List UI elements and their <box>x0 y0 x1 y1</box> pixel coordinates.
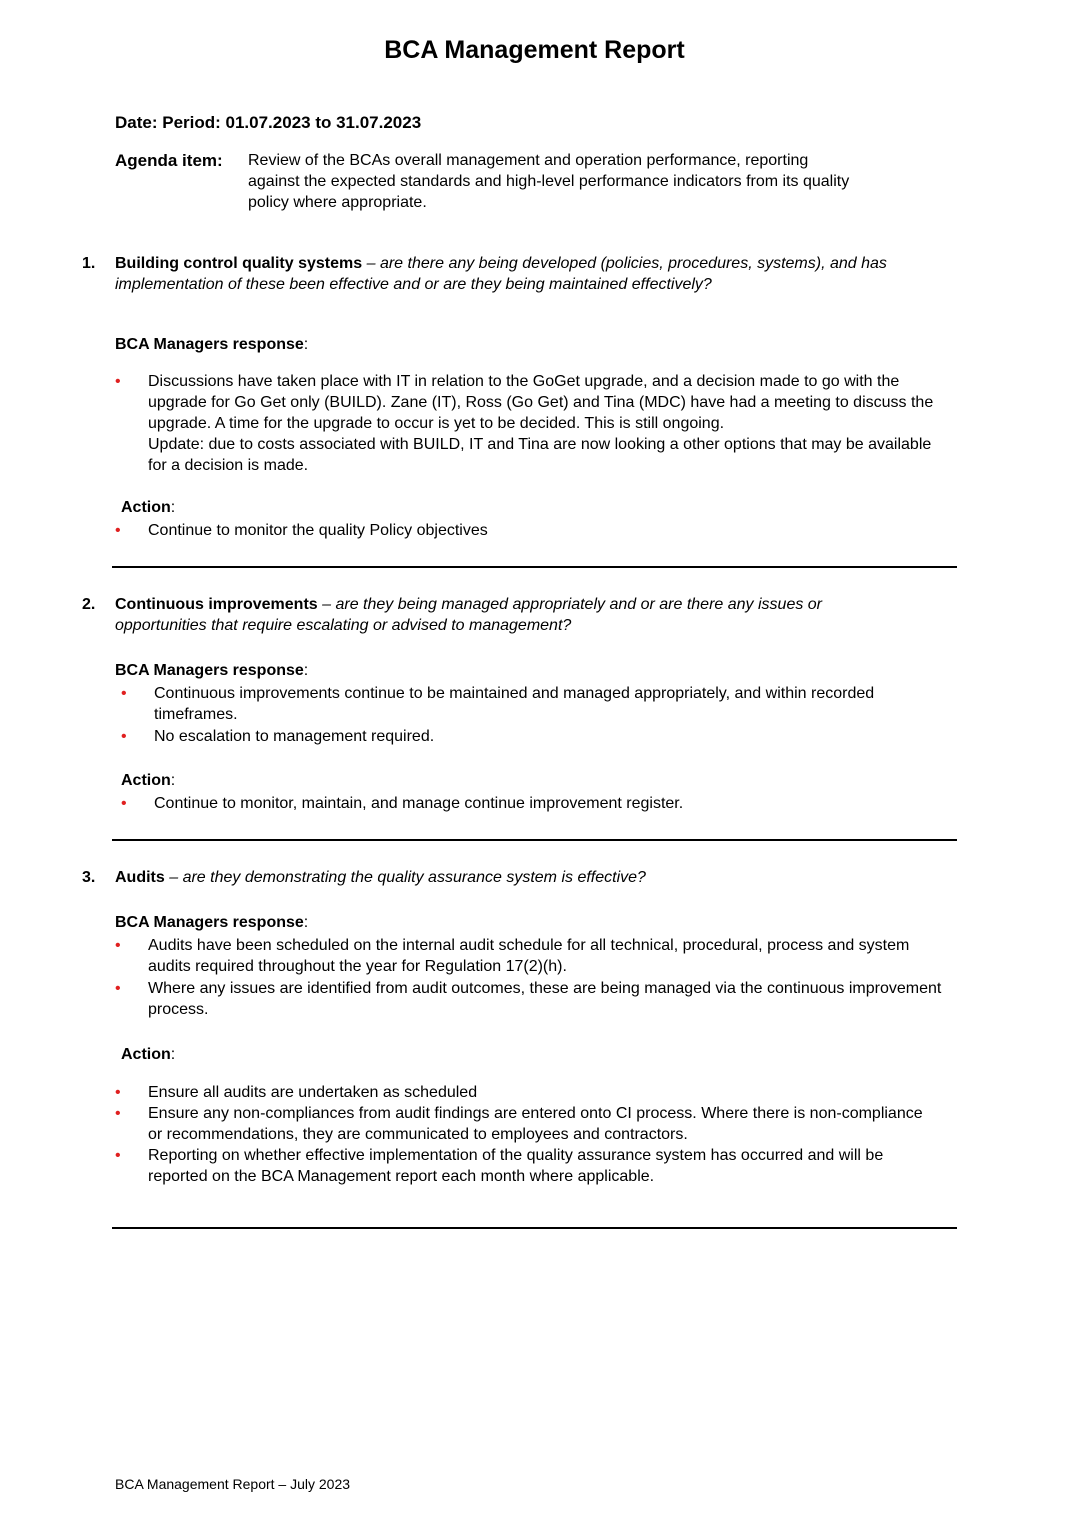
list-item-text: Reporting on whether effective implementation of the quality assurance system has occurred and will be reported on the BCA Management report each month where applicable. <box>148 1147 884 1185</box>
list-item-text: Ensure any non-compliances from audit findings are entered onto CI process. Where there is non-compliance or recommendations, they are communicated to employees and contractors. <box>148 1105 923 1143</box>
list-item <box>121 793 944 814</box>
action-label-text: Action <box>121 1046 171 1063</box>
bullet-icon: • <box>115 1105 121 1122</box>
list-item <box>115 1145 938 1187</box>
response-list <box>115 371 948 476</box>
list-item <box>115 1082 938 1103</box>
label-colon: : <box>170 1046 176 1063</box>
action-list <box>115 1082 938 1187</box>
list-item <box>115 520 948 541</box>
list-item-text: Audits have been scheduled on the internal audit schedule for all technical, procedural, process and system audits required throughout the year for Regulation 17(2)(h). <box>148 937 910 975</box>
section-title: Continuous improvements <box>115 596 318 613</box>
section-number: 1. <box>82 255 96 272</box>
action-label-text: Action <box>121 772 171 789</box>
agenda-text: Review of the BCAs overall management and operation performance, reporting against the expected standards and high-level performance indicators from its quality policy where appropriate. <box>248 152 850 211</box>
agenda-label: Agenda item: <box>115 151 223 170</box>
response-label <box>115 912 308 933</box>
bullet-icon: • <box>121 795 127 812</box>
response-label-text: BCA Managers response <box>115 336 304 353</box>
list-item <box>115 978 953 1020</box>
section-question: – are there any being developed (policies, procedures, systems), and has implementation of these been effective and or are they being maintained effectively? <box>115 255 887 293</box>
label-colon: : <box>303 336 309 353</box>
response-list <box>121 683 944 747</box>
label-colon: : <box>303 662 309 679</box>
list-item-text: Where any issues are identified from audit outcomes, these are being managed via the continuous improvement process. <box>148 980 942 1018</box>
list-item <box>115 371 948 434</box>
report-date: Date: Period: 01.07.2023 to 31.07.2023 <box>115 113 422 132</box>
bullet-icon: • <box>115 522 121 539</box>
list-item-text: Discussions have taken place with IT in relation to the GoGet upgrade, and a decision made to go with the upgrade for Go Get only (BUILD). Zane (IT), Ross (Go Get) and Tina (MDC) have had a meeting to discuss the upgrade. A time for the upgrade to occur is yet to be decided. This is still ongoing. <box>148 373 934 432</box>
action-list <box>121 793 944 814</box>
list-item-text: Continue to monitor the quality Policy objectives <box>148 522 488 539</box>
response-label-text: BCA Managers response <box>115 662 304 679</box>
section-question: – are they demonstrating the quality assurance system is effective? <box>169 869 646 886</box>
list-item-text: Continue to monitor, maintain, and manage continue improvement register. <box>154 795 684 812</box>
list-item-text: Ensure all audits are undertaken as scheduled <box>148 1084 478 1101</box>
list-item <box>115 935 953 977</box>
report-title: BCA Management Report <box>384 36 685 64</box>
bullet-icon: • <box>115 937 121 954</box>
section-heading <box>115 253 960 295</box>
section-title: Audits <box>115 869 165 886</box>
action-label-text: Action <box>121 499 171 516</box>
action-label <box>121 1044 175 1065</box>
response-label <box>115 660 308 681</box>
section-question: – are they being managed appropriately and or are there any issues or opportunities that require escalating or advised to management? <box>115 596 823 634</box>
bullet-icon: • <box>115 980 121 997</box>
list-item <box>148 434 948 476</box>
section-divider <box>112 1227 957 1229</box>
section-title: Building control quality systems <box>115 255 363 272</box>
list-item <box>121 726 944 747</box>
action-label <box>121 497 175 518</box>
list-item-text: Update: due to costs associated with BUILD, IT and Tina are now looking a other options that may be available for a decision is made. <box>148 436 932 474</box>
list-item-text: Continuous improvements continue to be maintained and managed appropriately, and within recorded timeframes. <box>154 685 875 723</box>
response-list <box>115 935 953 1020</box>
section-divider <box>112 566 957 568</box>
bullet-icon: • <box>115 1084 121 1101</box>
label-colon: : <box>170 499 176 516</box>
section-divider <box>112 839 957 841</box>
section-heading <box>115 594 915 636</box>
label-colon: : <box>170 772 176 789</box>
bullet-icon: • <box>121 685 127 702</box>
label-colon: : <box>303 914 309 931</box>
list-item <box>115 1103 938 1145</box>
list-item <box>121 683 944 725</box>
bullet-icon: • <box>115 1147 121 1164</box>
bullet-icon: • <box>121 728 127 745</box>
response-label <box>115 334 308 355</box>
action-list <box>115 520 948 541</box>
action-label <box>121 770 175 791</box>
section-number: 2. <box>82 596 96 613</box>
response-label-text: BCA Managers response <box>115 914 304 931</box>
bullet-icon: • <box>115 373 121 390</box>
list-item-text: No escalation to management required. <box>154 728 435 745</box>
section-heading <box>115 867 960 888</box>
page-footer: BCA Management Report – July 2023 <box>115 1476 351 1492</box>
section-number: 3. <box>82 869 96 886</box>
